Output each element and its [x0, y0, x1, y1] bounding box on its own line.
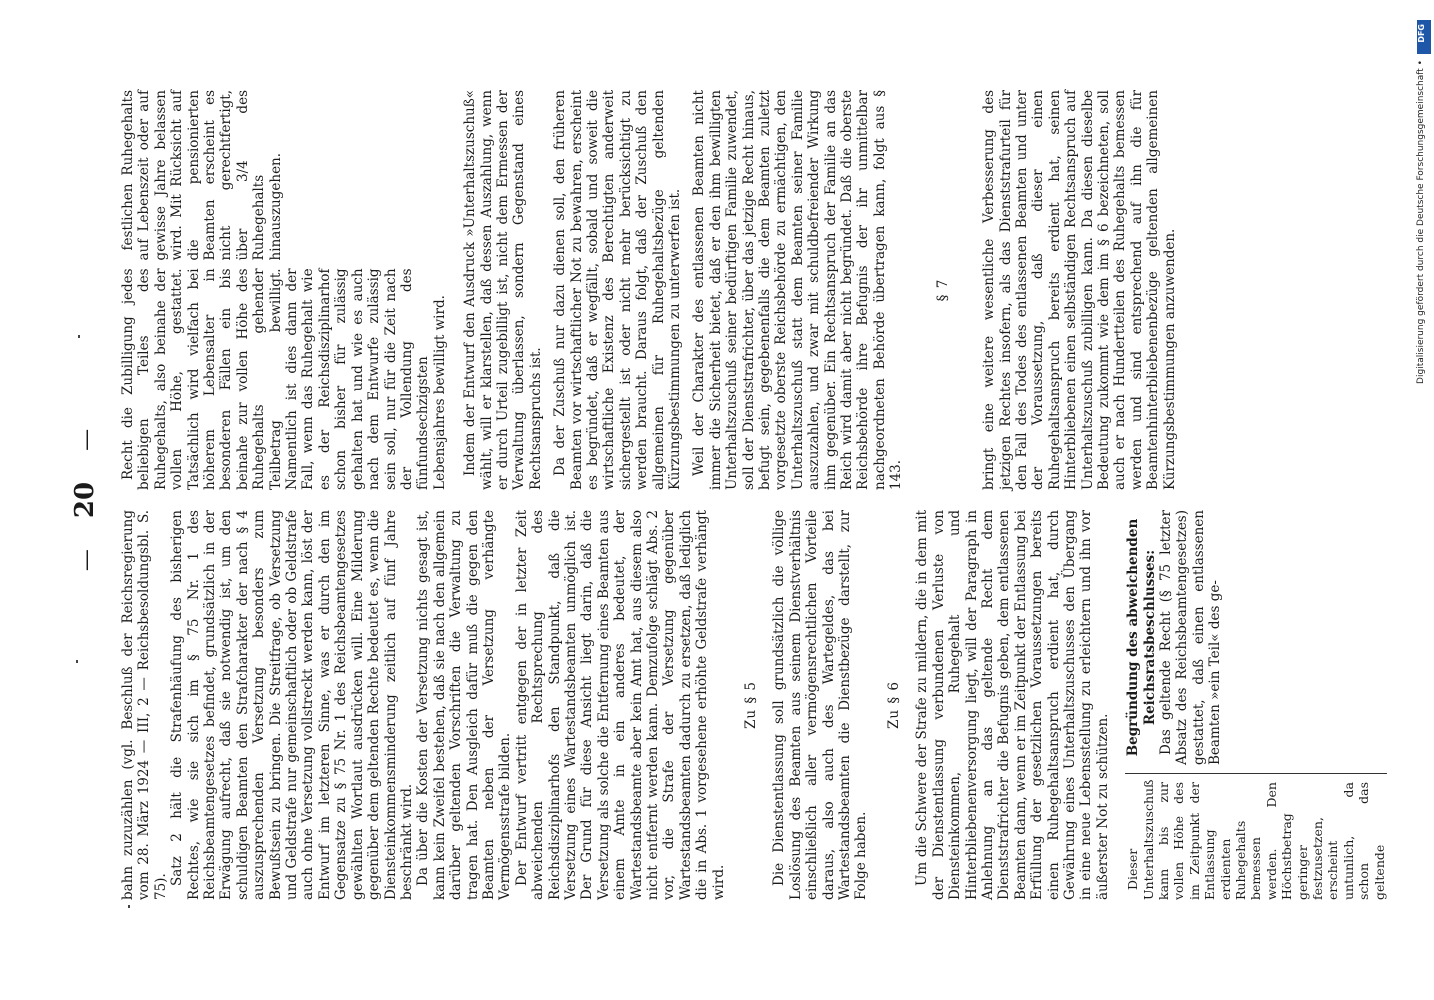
- main-column: [120, 90, 448, 260]
- paragraph: Satz 2 hält die Strafenhäufung des bisherigen Rechtes, wie sie sich im § 75 Nr. 1 des Reichsbeamtengesetzes befindet, grundsätzlich in der Erwägung aufrecht, daß sie notwendig ist, um den schuldigen Beamten den Strafcharakter der nach § 4 auszusprechenden Versetzung besonders zum Bewußtsein zu bringen. Die Streitfrage, ob Versetzung und Geldstrafe nur gemeinschaftlich oder ob Geldstrafe auch ohne Versetzung vollstreckt werden kann, löst der Entwurf im letzteren Sinne, was er durch den im Gegensatze zu § 75 Nr. 1 des Reichsbeamtengesetzes gewählten Wortlaut ausdrücken will. Eine Milderung gegenüber dem geltenden Rechte bedeutet es, wenn die Diensteinkommensminderung zeitlich auf fünf Jahre beschränkt wird.: [169, 510, 415, 900]
- section-heading: Zu § 5: [743, 681, 760, 729]
- side-column: [120, 268, 448, 490]
- paragraph: Der Entwurf vertritt entgegen der in letzter Zeit abweichenden Rechtsprechung des Reichsdisziplinarhofs den Standpunkt, daß die Versetzung eines Wartestandsbeamten unmöglich ist. Der Grund für diese Ansicht liegt darin, daß die Versetzung als solche die Entfernung eines Beamten aus einem Amte in ein anderes bedeutet, der Wartestandsbeamte aber kein Amt hat, aus diesem also nicht entfernt werden kann. Demzufolge schlägt Abs. 2 vor, die Strafe der Versetzung gegenüber Wartestandsbeamten dadurch zu ersetzen, daß lediglich die in Abs. 1 vorgesehene erhöhte Geldstrafe verhängt wird.: [513, 510, 727, 900]
- left-column: [120, 510, 1387, 900]
- header-dash-left: —: [74, 549, 99, 572]
- paragraph: Das geltende Recht (§ 75 letzter Absatz des Reichsbeamtengesetzes) gestattet, daß einen entlassenen Beamten »ein Teil« des ge-: [1157, 510, 1224, 765]
- right-column: [120, 90, 1294, 490]
- side-column: [1125, 779, 1387, 900]
- paragraph: bringt eine weitere wesentliche Verbesserung des jetzigen Rechtes insofern, als das Dienststrafurteil für den Fall des Todes des entlassenen Beamten und unter der Voraussetzung, daß dieser einen Ruhegehaltsanspruch bereits erdient hat, seinen Hinterbliebenen einen selbständigen Rechtsanspruch auf Unterhaltszuschuß zubilligen kann. Da diesen dieselbe Bedeutung zukommt wie dem im § 6 bezeichneten, soll auch er nach Hundertteilen des Ruhegehalts bemessen werden und sind entsprechend auf ihn die für Beamtenhinterbliebenenbezüge geltenden allgemeinen Kürzungsbestimmungen anzuwenden.: [981, 90, 1178, 490]
- paragraph: festlichen Ruhegehalts auf Lebenszeit oder auf gewisse Jahre belassen wird. Mit Rücksicht auf die pensionierten Beamten erscheint es nicht gerechtfertigt, über 3/4 des Ruhegehalts hinauszugehen.: [120, 90, 284, 261]
- paragraph: Weil der Charakter des entlassenen Beamten nicht immer die Sicherheit bietet, daß er den ihm bewilligten Unterhaltszuschuß seiner bedürftigen Familie zuwendet, soll der Dienststrafrichter, über das jetzige Recht hinaus, befugt sein, gegebenenfalls die dem Beamten zuletzt vorgesetzte oberste Reichsbehörde zu ermächtigen, den Unterhaltszuschuß statt dem Beamten seiner Familie auszuzahlen, und zwar mit schuldbefreiender Wirkung ihm gegenüber. Ein Rechtsanspruch der Familie an das Reich wird damit aber nicht begründet. Daß die oberste Reichsbehörde ihre Befugnis der ihr unmittelbar nachgeordneten Behörde übertragen kann, folgt aus § 143.: [691, 90, 905, 490]
- scan-speck: [78, 335, 80, 338]
- subheading: Begründung des abweichenden Reichsratsbeschlusses:: [1125, 518, 1158, 757]
- digitization-attribution: [1416, 20, 1432, 400]
- paragraph: Da über die Kosten der Versetzung nichts gesagt ist, kann kein Zweifel bestehen, daß sie nach den allgemein darüber geltenden Vorschriften die Verwaltung zu tragen hat. Den Ausgleich dafür muß die gegen den Beamten neben der Versetzung verhängte Vermögensstrafe bilden.: [415, 510, 514, 900]
- paragraph: Recht die Zubilligung jedes beliebigen Teiles des Ruhegehalts, also beinahe der vollen Höhe, gestattet. Tatsächlich wird vielfach bei höherem Lebensalter in besonderen Fällen ein bis beinahe zur vollen Höhe des Ruhegehalts gehender Teilbetrag bewilligt. Namentlich ist dies dann der Fall, wenn das Ruhegehalt wie es der Reichsdisziplinarhof schon bisher für zulässig gehalten hat und wie es auch nach dem Entwurfe zulässig sein soll, nur für die Zeit nach der Vollendung des fünfundsechzigsten Lebensjahres bewilligt wird.: [120, 268, 448, 490]
- paragraph: Die Dienstentlassung soll grundsätzlich die völlige Loslösung des Beamten aus seinem Dienstverhältnis einschließlich aller vermögensrechtlichen Vorteile daraus, also auch des Wartegeldes, das bei Wartestandsbeamten die Dienstbezüge darstellt, zur Folge haben.: [771, 510, 870, 900]
- paragraph: Indem der Entwurf den Ausdruck »Unterhaltszuschuß« wählt, will er klarstellen, daß dessen Auszahlung, wenn er durch Urteil zugebilligt ist, nicht dem Ermessen der Verwaltung überlassen, sondern Gegenstand eines Rechtsanspruchs ist.: [462, 90, 544, 490]
- dfg-logo-icon: DFG: [1417, 20, 1431, 54]
- main-column: [1125, 510, 1387, 774]
- split-block: [120, 90, 448, 490]
- split-block: [1125, 510, 1387, 900]
- paragraph: bahn zuzuzählen (vgl. Beschluß der Reichsregierung vom 28. März 1924 — III, 2 — Reichsbesoldungsbl. S. 75).: [120, 510, 169, 900]
- attribution-text: Digitalisierung gefördert durch die Deutsche Forschungsgemeinschaft •: [1416, 60, 1426, 384]
- section-heading: Zu § 6: [885, 681, 902, 729]
- paragraph: Da der Zuschuß nur dazu dienen soll, den früheren Beamten vor wirtschaftlicher Not zu bewahren, erscheint es begründet, daß er wegfällt, sobald und soweit die wirtschaftliche Existenz des Berechtigten anderweit sichergestellt ist oder nicht mehr berücksichtigt zu werden braucht. Daraus folgt, daß der Zuschuß den allgemeinen für Ruhegehaltsbezüge geltenden Kürzungsbestimmungen zu unterwerfen ist.: [552, 90, 683, 490]
- scan-speck: [128, 905, 130, 908]
- header-dash-right: —: [74, 428, 99, 451]
- section-heading: § 7: [934, 278, 951, 302]
- paragraph: Dieser Unterhaltszuschuß kann bis zur vollen Höhe des im Zeitpunkt der Entlassung erdienten Ruhegehalts bemessen werden. Den Höchstbetrag geringer festzusetzen, erscheint untunlich, da schon das geltende: [1125, 779, 1387, 900]
- paragraph: Um die Schwere der Strafe zu mildern, die in dem mit der Dienstentlassung verbundenen Verluste von Diensteinkommen, Ruhegehalt und Hinterbliebenenversorgung liegt, will der Paragraph in Anlehnung an das geltende Recht dem Dienststrafrichter die Befugnis geben, dem entlassenen Beamten dann, wenn er im Zeitpunkt der Entlassung bei Erfüllung der gesetzlichen Voraussetzungen bereits einen Ruhegehaltsanspruch erdient hat, durch Gewährung eines Unterhaltszuschusses den Übergang in eine neue Lebensstellung zu erleichtern und ihn vor äußerster Not zu schützen.: [914, 510, 1111, 900]
- page-header: [70, 0, 100, 1000]
- page-number: 20: [70, 481, 100, 519]
- scan-speck: [76, 660, 78, 663]
